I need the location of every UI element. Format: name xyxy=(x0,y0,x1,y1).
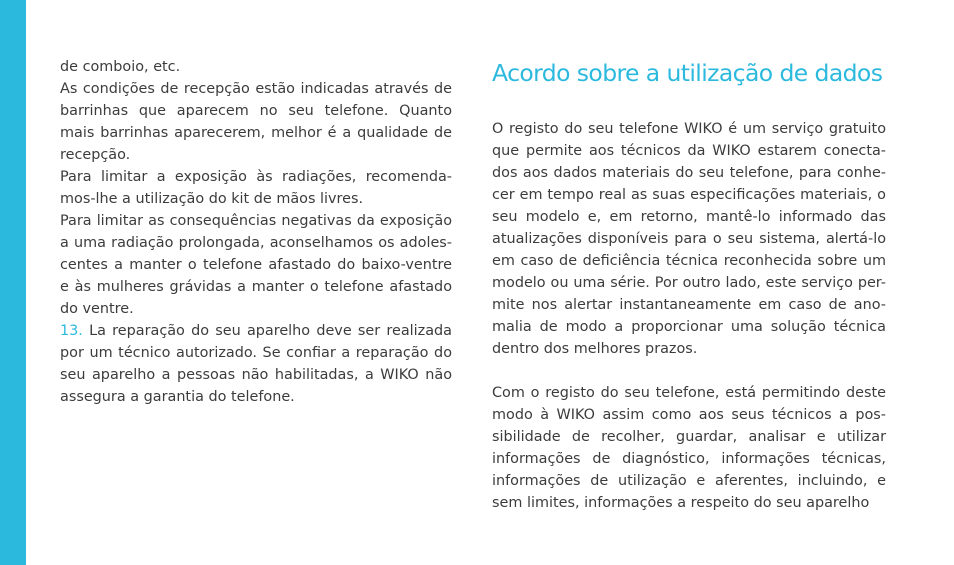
paragraph-radiation-kit: Para limitar a exposição às radiações, recomenda-mos-lhe a utilização do kit de mãos livres. xyxy=(60,169,452,207)
side-color-band xyxy=(0,0,26,565)
right-column xyxy=(492,58,886,514)
list-item-13 xyxy=(60,320,452,408)
paragraph-spacer xyxy=(492,360,886,382)
list-number: 13. xyxy=(60,323,83,339)
paragraph-prolonged-exposure: Para limitar as consequências negativas da exposição a uma radiação prolongada, aconselhamos os adoles-centes a manter o telefone afastado do baixo-ventre e às mulheres grávidas a manter o telefone afastado do ventre. xyxy=(60,213,452,317)
left-column xyxy=(60,56,452,408)
paragraph-comboio: de comboio, etc. xyxy=(60,59,181,75)
section-heading: Acordo sobre a utilização de dados xyxy=(492,59,883,87)
paragraph-reception: As condições de recepção estão indicadas através de barrinhas que aparecem no seu telefone. Quanto mais barrinhas aparecerem, melhor é a qualidade de recepção. xyxy=(60,81,452,163)
paragraph-registration-consent: Com o registo do seu telefone, está permitindo deste modo à WIKO assim como aos seus técnicos a pos-sibilidade de recolher, guardar, analisar e utilizar informações de diagnóstico, informações técnicas, informações de utilização e aferentes, incluindo, e sem limites, informações a respeito do seu aparelho xyxy=(492,385,886,511)
paragraph-registration-service: O registo do seu telefone WIKO é um serviço gratuito que permite aos técnicos da WIKO estarem conecta-dos aos dados materiais do seu telefone, para conhe-cer em tempo real as suas especificações materiais, o seu modelo e, em retorno, mantê-lo informado das atualizações disponíveis para o seu sistema, alertá-lo em caso de deficiência técnica reconhecida sobre um modelo ou uma série. Por outro lado, este serviço per-mite nos alertar instantaneamente em caso de ano-malia de modo a proporcionar uma solução técnica dentro dos melhores prazos. xyxy=(492,121,886,357)
list-item-text: La reparação do seu aparelho deve ser realizada por um técnico autorizado. Se confiar a reparação do seu aparelho a pessoas não habilitadas, a WIKO não assegura a garantia do telefone. xyxy=(60,323,452,405)
